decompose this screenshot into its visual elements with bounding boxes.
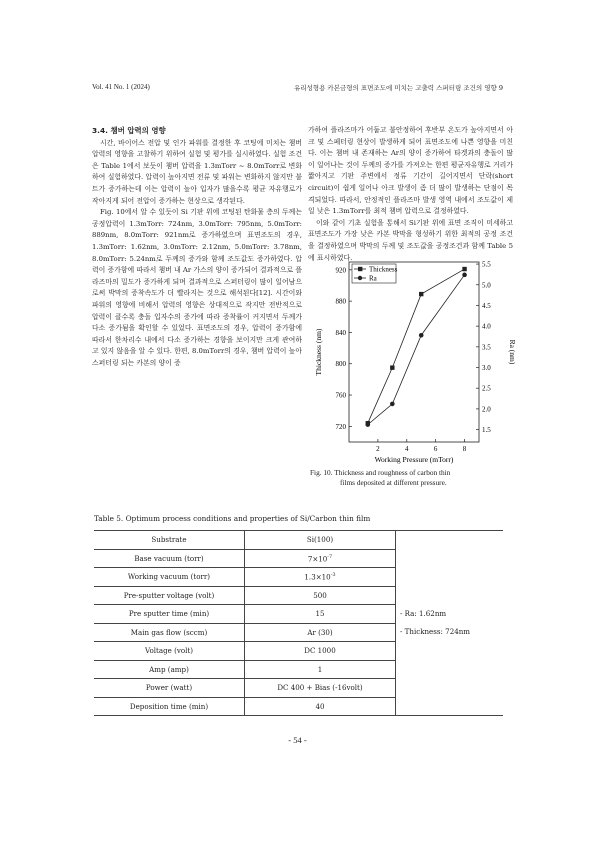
paragraph: 가하여 플라즈마가 어둡고 불안정하여 후반부 온도가 높아지면서 아크 및 스페터링 현상이 발생하게 되어 표면조도에 나쁜 영향을 미친다. 이는 챔버 내 존재하는 Ar의 양이 증가하여 타겟과의 충돌이 많이 일어나는 것이 두께의 증가를 가져오는 한편 평균자유행로 거리가 짧아지고 기판 주변에서 정류 기간이 길어지면서 단락(short circuit)이 쉽게 일어나 아크 발생이 좀 더 많이 발생하는 단점이 목격되었다. 따라서, 안정적인 플라즈마 발생 영역 내에서 조도값이 제일 낮은 1.3mTorr를 최적 챔버 압력으로 결정하였다. xyxy=(308,126,513,216)
figure-caption xyxy=(310,468,510,487)
legend-label: Thickness xyxy=(369,265,398,274)
results-cell xyxy=(396,531,504,716)
y-right-tick-label: 4.5 xyxy=(482,301,491,310)
value-text: 7×10 xyxy=(307,553,328,563)
x-tick-label: 8 xyxy=(462,445,467,453)
value-text: DC 400 + Bias (-16volt) xyxy=(277,683,363,693)
thickness-point xyxy=(419,292,423,296)
value-text: 500 xyxy=(313,590,327,600)
value-text: 1 xyxy=(317,664,323,674)
caption-label: Fig. 10. xyxy=(310,468,333,477)
table-title: Table 5. Optimum process conditions and properties of Si/Carbon thin film xyxy=(94,514,371,523)
y-tick-label: 720 xyxy=(335,422,346,431)
x-tick-label: 6 xyxy=(433,445,438,453)
y-right-tick-label: 3.0 xyxy=(482,364,491,373)
parameter-cell: Pre-sputter voltage (volt) xyxy=(94,586,245,605)
value-cell xyxy=(245,697,396,716)
value-text: Ar (30) xyxy=(307,627,333,637)
table-row xyxy=(94,531,503,550)
y-tick-label: 880 xyxy=(335,297,346,306)
value-cell xyxy=(245,549,396,568)
legend-circle-marker xyxy=(358,276,362,280)
parameter-cell: Substrate xyxy=(94,531,245,550)
section-title: 3.4. 챔버 압력의 영향 xyxy=(92,126,166,135)
value-text: DC 1000 xyxy=(304,646,336,656)
process-conditions-table xyxy=(94,530,503,716)
y-right-tick-label: 2.0 xyxy=(482,405,491,414)
result-thickness: - Thickness: 724nm xyxy=(400,627,471,636)
value-cell xyxy=(245,568,396,587)
y-right-tick-label: 4.0 xyxy=(482,322,491,331)
series-line-thickness xyxy=(368,269,465,423)
value-exponent: -7 xyxy=(327,553,333,560)
parameter-cell: Power (watt) xyxy=(94,679,245,698)
value-exponent: -3 xyxy=(330,572,336,579)
y-right-tick-label: 2.5 xyxy=(482,384,491,393)
thickness-roughness-chart xyxy=(309,255,521,467)
x-axis-label: Working Pressure (mTorr) xyxy=(374,455,454,464)
thickness-point xyxy=(462,267,466,271)
value-text: 40 xyxy=(315,701,325,711)
y-tick-label: 760 xyxy=(335,391,346,400)
y-right-tick-label: 5.0 xyxy=(482,281,491,290)
value-cell xyxy=(245,605,396,624)
thickness-point xyxy=(390,365,394,369)
parameter-cell: Working vacuum (torr) xyxy=(94,568,245,587)
ra-point xyxy=(390,402,395,407)
value-cell xyxy=(245,679,396,698)
y-tick-label: 920 xyxy=(335,266,346,275)
y-right-tick-label: 1.5 xyxy=(482,426,491,435)
parameter-cell: Main gas flow (sccm) xyxy=(94,623,245,642)
value-text: 1.3×10 xyxy=(304,572,331,582)
y-right-tick-label: 5.5 xyxy=(482,260,491,269)
legend-label: Ra xyxy=(369,274,377,283)
left-column xyxy=(92,125,302,369)
value-cell xyxy=(245,642,396,661)
value-cell xyxy=(245,586,396,605)
paragraph: 이와 같이 기초 실험을 통해서 Si기판 위에 표면 조직이 미세하고 표면조도가 가장 낮은 카본 박막을 형성하기 위한 최적의 공정 조건을 결정하였으며 박막의 두께 및 조도값을 공정조건과 함께 Table 5에 표시하였다. xyxy=(308,218,513,262)
x-tick-label: 2 xyxy=(376,445,380,453)
value-cell xyxy=(245,531,396,550)
y-right-axis-label: Ra (nm) xyxy=(508,339,517,365)
running-title: 유리성형용 카본금형의 표면조도에 미치는 고출력 스퍼터링 조건의 영향 9 xyxy=(293,84,503,92)
y-axis-label: Thickness (nm) xyxy=(314,328,323,376)
page-number: - 54 - xyxy=(288,735,307,745)
y-tick-label: 800 xyxy=(335,360,346,369)
y-tick-label: 840 xyxy=(335,328,346,337)
parameter-cell: Deposition time (min) xyxy=(94,697,245,716)
result-ra: - Ra: 1.62nm xyxy=(400,609,447,618)
paragraph: 시간, 바이어스 전압 및 인가 파워를 결정한 후 코팅에 미치는 챔버 압력의 영향을 고찰하기 위하여 실험 및 평가를 실시하였다. 실험 조건은 Table 1에서 보듯이 챔버 압력을 1.3mTorr ~ 8.0mTorr로 변화하여 실험하였다. 압력이 높아지면 전류 및 파워는 변화하지 않지만 불트가 증가하는데 이는 압력이 높아 입자가 많을수록 평균 자유행로가 작아지게 되어 전압이 증가하는 현상으로 생각된다. xyxy=(92,138,302,205)
ra-point xyxy=(419,333,424,338)
x-tick-label: 4 xyxy=(405,445,409,453)
parameter-cell: Voltage (volt) xyxy=(94,642,245,661)
caption-text: films deposited at different pressure. xyxy=(340,477,447,487)
legend-square-marker xyxy=(358,267,362,271)
parameter-cell: Amp (amp) xyxy=(94,660,245,679)
parameter-cell: Base vacuum (torr) xyxy=(94,549,245,568)
value-text: 15 xyxy=(315,609,325,619)
y-right-tick-label: 3.5 xyxy=(482,343,491,352)
value-cell xyxy=(245,623,396,642)
paragraph: Fig. 10에서 알 수 있듯이 Si 기판 위에 코팅된 탄화물 층의 두께는 공정압력이 1.3mTorr: 724nm, 3.0mTorr: 795nm, 5.0mTorr: 889nm, 8.0mTorr: 921nm로 증가하였으며 표면조도의 경우, 1.3mTorr: 1.62nm, 3.0mTorr: 2.12nm, 5.0mTorr: 3.78nm, 8.0mTorr: 5.24nm로 두께의 증가와 함께 조도값도 증가하였다. 압력이 증가함에 따라서 챔버 내 Ar 가스의 양이 증가되어 결과적으로 플라즈마의 밀도가 증가하게 되며 결과적으로 스퍼터링이 많이 일어남으로써 박막의 증착속도가 더 빨라지는 것으로 해석된다[12]. 시간이와 파워의 영향에 비해서 압력의 영향은 상대적으로 작지만 전반적으로 압력이 클수록 충돌 입자수의 증가에 따라 증착률이 커지면서 두께가 다소 증가됨을 확인할 수 있었다. 표면조도의 경우, 압력이 증가함에 따라서 한차리수 내에서 다소 증가하는 경향을 보이지만 크게 관여하고 있지 않음을 알 수 있다. 한편, 8.0mTorr의 경우, 챔버 압력이 높아 스퍼터링 되는 카본의 양이 증 xyxy=(92,208,302,367)
caption-text: Thickness and roughness of carbon thin xyxy=(334,468,451,477)
value-text: Si(100) xyxy=(306,535,334,545)
series-line-ra xyxy=(368,275,465,425)
ra-point xyxy=(365,422,370,427)
value-cell xyxy=(245,660,396,679)
right-column xyxy=(308,125,513,264)
ra-point xyxy=(462,273,467,278)
journal-volume: Vol. 41 No. 1 (2024) xyxy=(92,83,150,91)
parameter-cell: Pre sputter time (min) xyxy=(94,605,245,624)
